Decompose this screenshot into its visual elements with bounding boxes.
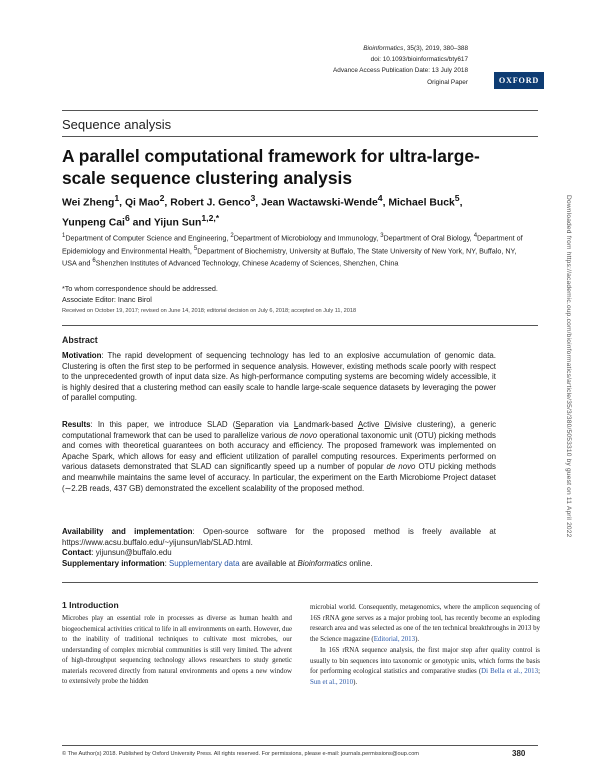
received-dates: Received on October 19, 2017; revised on June 14, 2018; editorial decision on July 6, 2018; accepted on July 11, 2018 <box>62 308 357 314</box>
citation-link[interactable]: Sun et al., 2010 <box>310 678 354 686</box>
author: Robert J. Genco <box>170 197 251 209</box>
introduction-heading: 1 Introduction <box>62 600 119 610</box>
abstract-motivation: Motivation: The rapid development of sequencing technology has led to an explosive accumulation of genomic data. Clustering is often the first step to be performed in sequence analysis. However, existing methods scale poorly with respect to the unprecedented growth of input data size. As high-performance computing systems are becoming widely accessible, it is highly desired that a clustering method can easily scale to handle large-scale sequence datasets by leveraging the power of parallel computing. <box>62 351 496 403</box>
author: Michael Buck <box>388 197 455 209</box>
abstract-results: Results: In this paper, we introduce SLAD (Separation via Landmark-based Active Divisive clustering), a generic computational framework that can be used to parallelize various de novo operational taxonomic unit (OTU) picking methods and comes with theoretical guarantees on both accuracy and efficiency. The proposed framework was implemented on Apache Spark, which allows for easy and efficient utilization of parallel computing resources. Experiments performed on various datasets demonstrated that SLAD can significantly speed up a number of popular de novo OTU picking methods and meanwhile maintains the same level of accuracy. In particular, the experiment on the Earth Microbiome Project dataset (∼2.2B reads, 437 GB) demonstrated the excellent scalability of the proposed method. <box>62 420 497 493</box>
section-rule <box>62 136 538 137</box>
article-type: Original Paper <box>427 78 468 86</box>
author-list: Wei Zheng$^1$, Qi Mao$^2$, Robert J. Genco$^3$, Jean Wactawski-Wende$^4$, Michael Buck$^5$, Yunpeng Cai$^6$ and Yijun Sun$^{1,2,*}$ <box>62 193 463 229</box>
abstract-heading: Abstract <box>62 335 98 345</box>
download-watermark: Downloaded from https://academic.oup.com/bioinformatics/article/35/3/380/5053310 by guest on 11 April 2022 <box>565 195 572 538</box>
page-number: 380 <box>512 749 526 758</box>
citation-details: , 35(3), 2019, 380–388 <box>403 45 468 52</box>
author: Jean Wactawski-Wende <box>261 197 378 209</box>
abstract-top-rule <box>62 325 538 326</box>
author: Wei Zheng <box>62 197 115 209</box>
access-date: Advance Access Publication Date: 13 July 2018 <box>333 67 468 75</box>
author: Qi Mao <box>124 197 160 209</box>
author: Yijun Sun <box>153 217 202 229</box>
author: Yunpeng Cai <box>62 217 125 229</box>
doi[interactable]: doi: 10.1093/bioinformatics/bty617 <box>370 56 468 64</box>
correspondence-note: *To whom correspondence should be addressed. <box>62 284 218 293</box>
abstract-contact: Contact: yijunsun@buffalo.edu <box>62 548 172 557</box>
intro-left-column: Microbes play an essential role in processes as diverse as human health and biogeochemical activities critical to life in all environments on earth. However, due to the inability of traditional techniques to cultivate most microbes, our understanding of complex microbial communities is still very limited. The advent of high-throughput sequencing technology allows researchers to study genetic materials recovered directly from natural environments and opens a new window to extensively probe the hidden <box>62 615 292 685</box>
paper-title: A parallel computational framework for ultra-large-scale sequence clustering analysis <box>62 146 480 188</box>
journal-info <box>208 43 468 88</box>
journal-name: Bioinformatics <box>363 45 404 52</box>
section-heading: Sequence analysis <box>62 117 172 132</box>
abstract-supplementary: Supplementary information: Supplementary data are available at Bioinformatics online. <box>62 559 373 568</box>
top-rule <box>62 110 538 111</box>
footer-rule <box>62 745 538 746</box>
oxford-logo: OXFORD <box>494 72 544 89</box>
intro-right-column: microbial world. Consequently, metagenomics, where the amplicon sequencing of 16S rRNA gene serves as a major probing tool, has recently become an exploding research area and was selected as one of the ten technical breakthroughs in 2013 by the Science magazine (Editorial, 2013). In 16S rRNA sequence analysis, the first major step after quality control is usually to bin sequences into taxonomic or genotypic units, which forms the basis for performing ecological statistics and comparative studies (Di Bella et al., 2013; Sun et al., 2010). <box>310 604 540 686</box>
abstract-bottom-rule <box>62 582 538 583</box>
correspondence-block <box>62 284 532 306</box>
abstract-availability: Availability and implementation: Open-source software for the proposed method is freely available at https://www.acsu.buffalo.edu/~yijunsun/lab/SLAD.html. <box>62 527 497 547</box>
citation-link[interactable]: Editorial, 2013 <box>373 635 416 643</box>
citation-link[interactable]: Di Bella et al., 2013 <box>481 668 539 675</box>
copyright-footer: © The Author(s) 2018. Published by Oxford University Press. All rights reserved. For permissions, please e-mail: journals.permissions@oup.com <box>62 751 419 757</box>
supplementary-link[interactable]: Supplementary data <box>168 559 240 568</box>
affiliations: $^1$Department of Computer Science and Engineering, $^2$Department of Microbiology and Immunology, $^3$Department of Oral Biology, $^4$Department of Epidemiology and Environmental Health, $^5$Department of Biochemistry, University at Buffalo, The State University of New York, NY, Buffalo, NY, USA and $^6$Shenzhen Institutes of Advanced Technology, Chinese Academy of Sciences, Shenzhen, China <box>62 233 523 268</box>
associate-editor: Associate Editor: Inanc Birol <box>62 294 152 304</box>
